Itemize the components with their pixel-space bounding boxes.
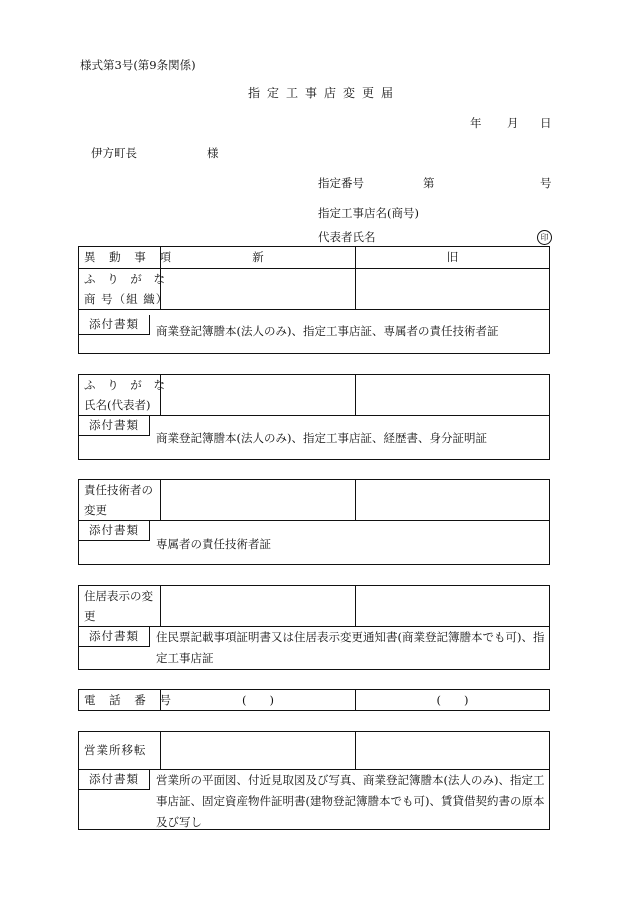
date-month[interactable]: 月 [507,116,519,130]
header-old: 旧 [356,247,549,269]
attachments-label: 添付書類 [79,627,150,647]
date-day[interactable]: 日 [540,116,552,130]
shop-name-label: 指定工事店名(商号) [318,206,419,220]
address-label-line2: 更 [79,606,161,627]
header-new: 新 [161,247,356,269]
attachments-text: 商業登記簿謄本(法人のみ)、指定工事店証、専属者の責任技術者証 [156,324,499,338]
phone-old-field[interactable]: ( ) [436,693,469,707]
representative-new-field[interactable] [161,375,356,416]
representative-old-field[interactable] [356,375,549,416]
attachments-label: 添付書類 [79,416,150,436]
address-old-field[interactable] [356,586,549,627]
form-number: 様式第3号(第9条関係) [80,58,196,72]
technician-new-field[interactable] [161,480,356,521]
section-address [78,585,550,670]
section-technician [78,479,550,565]
phone-new-field[interactable]: ( ) [161,690,356,710]
office-move-new-field[interactable] [161,732,356,770]
representative-name-label: 氏名(代表者) [79,395,161,416]
section-office-move [78,731,550,830]
technician-label-line1: 責任技術者の [79,480,161,500]
address-label-line1: 住居表示の変 [79,586,161,606]
technician-old-field[interactable] [356,480,549,521]
date-year[interactable]: 年 [470,116,482,130]
designation-go: 号 [540,176,552,190]
attachments-label: 添付書類 [79,770,150,790]
attachments-text-line1: 営業所の平面図、付近見取図及び写真、商業登記簿謄本(法人のみ)、指定工 [156,773,545,787]
attachments-text: 専属者の責任技術者証 [156,537,271,551]
section-trade-name [78,246,550,354]
page-title: 指定工事店変更届 [248,86,401,100]
designation-number-label: 指定番号 [318,176,364,190]
furigana-label: ふ り が な [79,269,161,289]
addressee: 伊方町長 [91,146,137,160]
attachments-text-line1: 住民票記載事項証明書又は住居表示変更通知書(商業登記簿謄本でも可)、指 [156,630,545,644]
attachments-text-line2: 事店証、固定資産物件証明書(建物登記簿謄本でも可)、賃貸借契約書の原本 [156,794,545,808]
office-move-old-field[interactable] [356,732,549,770]
office-move-label: 営業所移転 [79,732,161,770]
attachments-text-line3: 及び写し [156,815,202,829]
section-phone [78,689,550,711]
attachments-text: 商業登記簿謄本(法人のみ)、指定工事店証、経歴書、身分証明証 [156,431,487,445]
representative-label: 代表者氏名 [318,230,376,244]
phone-label: 電 話 番 号 [79,690,161,710]
seal-icon: 印 [537,230,552,245]
furigana-label: ふ り が な [79,375,161,395]
attachments-label: 添付書類 [79,521,150,541]
honorific: 様 [207,146,219,160]
technician-label-line2: 変更 [79,500,161,521]
attachments-text-line2: 定工事店証 [156,651,214,665]
attachments-label: 添付書類 [79,315,150,335]
trade-name-label: 商 号（組 織） [79,289,161,310]
trade-name-new-field[interactable] [161,269,356,310]
trade-name-old-field[interactable] [356,269,549,310]
header-item: 異 動 事 項 [79,247,161,269]
address-new-field[interactable] [161,586,356,627]
section-representative [78,374,550,460]
designation-dai: 第 [423,176,435,190]
